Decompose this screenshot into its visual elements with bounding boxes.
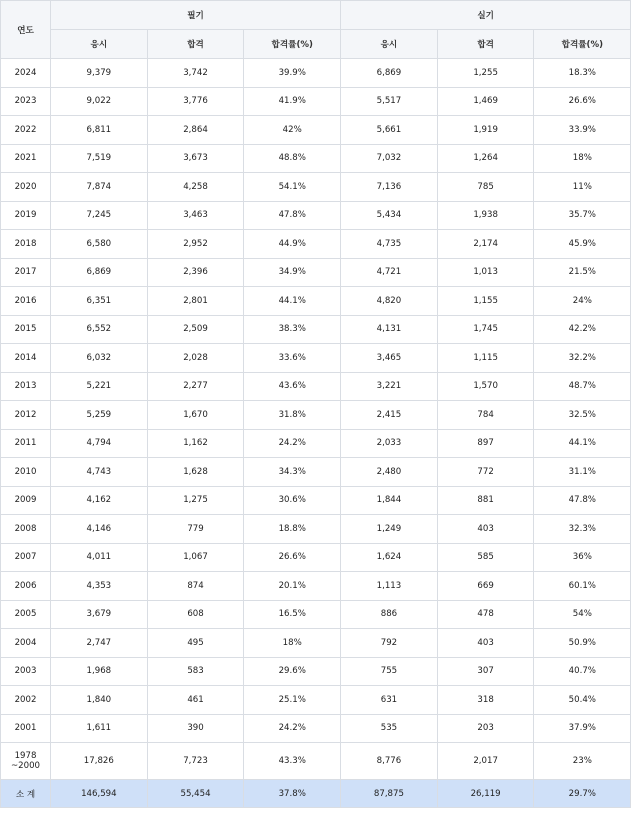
table-row	[1, 59, 631, 88]
year-cell: 2013	[1, 372, 51, 401]
written-passed-cell: 3,673	[147, 144, 244, 173]
practical-passed-cell: 1,013	[437, 258, 534, 287]
written-rate-cell: 38.3%	[244, 315, 341, 344]
practical-rate-cell: 36%	[534, 543, 631, 572]
written-rate-cell: 18.8%	[244, 515, 341, 544]
year-cell: 2012	[1, 401, 51, 430]
written-applicants-cell: 1,840	[51, 686, 148, 715]
table-row	[1, 230, 631, 259]
total-row	[1, 780, 631, 808]
practical-rate-cell: 54%	[534, 600, 631, 629]
written-applicants-cell: 7,245	[51, 201, 148, 230]
table-row	[1, 629, 631, 658]
practical-applicants-cell: 2,033	[341, 429, 438, 458]
written-applicants-cell: 2,747	[51, 629, 148, 658]
practical-rate-cell: 47.8%	[534, 486, 631, 515]
year-cell: 2019	[1, 201, 51, 230]
practical-rate-cell: 35.7%	[534, 201, 631, 230]
practical-applicants-cell: 886	[341, 600, 438, 629]
practical-passed-cell: 307	[437, 657, 534, 686]
table-row	[1, 344, 631, 373]
practical-applicants-cell: 5,517	[341, 87, 438, 116]
practical-applicants-cell: 3,465	[341, 344, 438, 373]
written-passed-cell: 1,628	[147, 458, 244, 487]
practical-rate-cell: 31.1%	[534, 458, 631, 487]
practical-applicants-cell: 7,032	[341, 144, 438, 173]
practical-rate-cell: 60.1%	[534, 572, 631, 601]
year-cell: 2015	[1, 315, 51, 344]
practical-passed-cell: 1,255	[437, 59, 534, 88]
table-body	[1, 59, 631, 780]
practical-rate-cell: 37.9%	[534, 714, 631, 743]
written-rate-cell: 16.5%	[244, 600, 341, 629]
practical-passed-cell: 478	[437, 600, 534, 629]
written-passed-cell: 3,742	[147, 59, 244, 88]
table-row	[1, 173, 631, 202]
written-applicants-cell: 5,221	[51, 372, 148, 401]
year-cell: 2008	[1, 515, 51, 544]
written-rate-cell: 43.6%	[244, 372, 341, 401]
practical-passed-cell: 784	[437, 401, 534, 430]
written-applicants-cell: 3,679	[51, 600, 148, 629]
written-rate-cell: 33.6%	[244, 344, 341, 373]
practical-passed-cell: 403	[437, 515, 534, 544]
written-rate-cell: 25.1%	[244, 686, 341, 715]
practical-rate-cell: 40.7%	[534, 657, 631, 686]
year-cell: 2001	[1, 714, 51, 743]
written-passed-cell: 7,723	[147, 743, 244, 780]
year-cell: 2014	[1, 344, 51, 373]
written-passed-cell: 495	[147, 629, 244, 658]
practical-passed-cell: 1,938	[437, 201, 534, 230]
total-written-applicants: 146,594	[51, 780, 148, 808]
written-rate-cell: 44.9%	[244, 230, 341, 259]
written-applicants-cell: 4,011	[51, 543, 148, 572]
table-row	[1, 486, 631, 515]
practical-rate-cell: 11%	[534, 173, 631, 202]
written-rate-cell: 34.3%	[244, 458, 341, 487]
written-passed-cell: 2,864	[147, 116, 244, 145]
practical-applicants-cell: 6,869	[341, 59, 438, 88]
written-rate-cell: 24.2%	[244, 714, 341, 743]
practical-applicants-cell: 1,113	[341, 572, 438, 601]
written-rate-cell: 24.2%	[244, 429, 341, 458]
practical-applicants-cell: 535	[341, 714, 438, 743]
table-row	[1, 686, 631, 715]
practical-header: 실기	[341, 1, 631, 30]
year-cell: 2024	[1, 59, 51, 88]
practical-applicants-cell: 3,221	[341, 372, 438, 401]
practical-passed-cell: 2,017	[437, 743, 534, 780]
written-passed-cell: 1,670	[147, 401, 244, 430]
table-row	[1, 287, 631, 316]
written-passed-cell: 3,463	[147, 201, 244, 230]
written-rate-cell: 42%	[244, 116, 341, 145]
table-row	[1, 543, 631, 572]
table-row	[1, 572, 631, 601]
practical-rate-cell: 18.3%	[534, 59, 631, 88]
year-cell: 2002	[1, 686, 51, 715]
written-rate-header: 합격률(%)	[244, 30, 341, 59]
practical-passed-cell: 403	[437, 629, 534, 658]
written-rate-cell: 26.6%	[244, 543, 341, 572]
written-passed-cell: 779	[147, 515, 244, 544]
table-row	[1, 201, 631, 230]
practical-passed-cell: 1,115	[437, 344, 534, 373]
written-applicants-cell: 9,022	[51, 87, 148, 116]
written-applicants-cell: 6,811	[51, 116, 148, 145]
table-row	[1, 372, 631, 401]
table-row	[1, 401, 631, 430]
written-rate-cell: 47.8%	[244, 201, 341, 230]
practical-passed-cell: 318	[437, 686, 534, 715]
written-applicants-cell: 7,874	[51, 173, 148, 202]
written-applicants-cell: 5,259	[51, 401, 148, 430]
practical-passed-cell: 785	[437, 173, 534, 202]
practical-rate-cell: 21.5%	[534, 258, 631, 287]
practical-rate-cell: 50.9%	[534, 629, 631, 658]
practical-rate-cell: 18%	[534, 144, 631, 173]
practical-applicants-cell: 2,480	[341, 458, 438, 487]
practical-applicants-cell: 755	[341, 657, 438, 686]
written-rate-cell: 43.3%	[244, 743, 341, 780]
written-header: 필기	[51, 1, 341, 30]
practical-applicants-cell: 792	[341, 629, 438, 658]
practical-applicants-cell: 5,661	[341, 116, 438, 145]
practical-rate-cell: 32.2%	[534, 344, 631, 373]
practical-applicants-cell: 4,131	[341, 315, 438, 344]
written-applicants-cell: 4,146	[51, 515, 148, 544]
table-row	[1, 144, 631, 173]
practical-applicants-cell: 631	[341, 686, 438, 715]
written-rate-cell: 34.9%	[244, 258, 341, 287]
written-rate-cell: 48.8%	[244, 144, 341, 173]
table-row	[1, 515, 631, 544]
practical-applicants-cell: 4,820	[341, 287, 438, 316]
written-rate-cell: 54.1%	[244, 173, 341, 202]
year-header: 연도	[1, 1, 51, 59]
written-passed-cell: 2,277	[147, 372, 244, 401]
practical-passed-cell: 203	[437, 714, 534, 743]
practical-passed-header: 합격	[437, 30, 534, 59]
practical-rate-cell: 48.7%	[534, 372, 631, 401]
written-rate-cell: 29.6%	[244, 657, 341, 686]
year-cell: 2017	[1, 258, 51, 287]
practical-applicants-cell: 1,249	[341, 515, 438, 544]
practical-rate-cell: 42.2%	[534, 315, 631, 344]
practical-rate-cell: 32.3%	[534, 515, 631, 544]
written-passed-cell: 1,275	[147, 486, 244, 515]
year-cell: 2011	[1, 429, 51, 458]
written-rate-cell: 44.1%	[244, 287, 341, 316]
written-applicants-cell: 6,032	[51, 344, 148, 373]
practical-rate-cell: 24%	[534, 287, 631, 316]
written-applicants-cell: 7,519	[51, 144, 148, 173]
written-applicants-cell: 1,611	[51, 714, 148, 743]
written-rate-cell: 20.1%	[244, 572, 341, 601]
year-cell: 2023	[1, 87, 51, 116]
practical-applicants-cell: 5,434	[341, 201, 438, 230]
year-cell: 2010	[1, 458, 51, 487]
practical-applicants-cell: 2,415	[341, 401, 438, 430]
written-applicants-cell: 4,794	[51, 429, 148, 458]
written-rate-cell: 30.6%	[244, 486, 341, 515]
year-cell: 2007	[1, 543, 51, 572]
practical-rate-cell: 23%	[534, 743, 631, 780]
total-practical-passed: 26,119	[437, 780, 534, 808]
practical-applicants-cell: 4,721	[341, 258, 438, 287]
year-cell: 2020	[1, 173, 51, 202]
year-cell: 2003	[1, 657, 51, 686]
table-row	[1, 657, 631, 686]
written-passed-cell: 390	[147, 714, 244, 743]
written-applicants-cell: 4,162	[51, 486, 148, 515]
practical-applicants-cell: 8,776	[341, 743, 438, 780]
year-cell: 2022	[1, 116, 51, 145]
written-applicants-cell: 6,580	[51, 230, 148, 259]
practical-passed-cell: 585	[437, 543, 534, 572]
written-applicants-cell: 4,353	[51, 572, 148, 601]
total-written-rate: 37.8%	[244, 780, 341, 808]
practical-passed-cell: 897	[437, 429, 534, 458]
table-row	[1, 714, 631, 743]
written-passed-cell: 583	[147, 657, 244, 686]
written-applicants-cell: 6,552	[51, 315, 148, 344]
written-passed-cell: 2,028	[147, 344, 244, 373]
practical-rate-cell: 32.5%	[534, 401, 631, 430]
written-applicants-cell: 1,968	[51, 657, 148, 686]
practical-applicants-cell: 7,136	[341, 173, 438, 202]
written-applicants-cell: 6,351	[51, 287, 148, 316]
written-applicants-header: 응시	[51, 30, 148, 59]
practical-applicants-cell: 1,624	[341, 543, 438, 572]
year-cell: 2016	[1, 287, 51, 316]
written-passed-cell: 2,801	[147, 287, 244, 316]
year-cell: 2004	[1, 629, 51, 658]
practical-applicants-header: 응시	[341, 30, 438, 59]
written-passed-cell: 608	[147, 600, 244, 629]
written-rate-cell: 41.9%	[244, 87, 341, 116]
practical-passed-cell: 1,570	[437, 372, 534, 401]
written-rate-cell: 18%	[244, 629, 341, 658]
written-passed-cell: 1,067	[147, 543, 244, 572]
written-passed-cell: 2,952	[147, 230, 244, 259]
written-rate-cell: 31.8%	[244, 401, 341, 430]
table-row	[1, 87, 631, 116]
year-cell: 2018	[1, 230, 51, 259]
table-row	[1, 458, 631, 487]
written-applicants-cell: 6,869	[51, 258, 148, 287]
table-row	[1, 600, 631, 629]
written-passed-cell: 2,396	[147, 258, 244, 287]
written-passed-cell: 3,776	[147, 87, 244, 116]
table-row	[1, 315, 631, 344]
table-row	[1, 258, 631, 287]
year-cell: 2009	[1, 486, 51, 515]
table-row	[1, 429, 631, 458]
practical-rate-cell: 44.1%	[534, 429, 631, 458]
practical-rate-header: 합격률(%)	[534, 30, 631, 59]
practical-passed-cell: 1,155	[437, 287, 534, 316]
year-cell: 2021	[1, 144, 51, 173]
total-label: 소 계	[1, 780, 51, 808]
practical-passed-cell: 1,469	[437, 87, 534, 116]
written-rate-cell: 39.9%	[244, 59, 341, 88]
written-passed-cell: 2,509	[147, 315, 244, 344]
practical-rate-cell: 33.9%	[534, 116, 631, 145]
practical-rate-cell: 50.4%	[534, 686, 631, 715]
written-applicants-cell: 17,826	[51, 743, 148, 780]
practical-applicants-cell: 4,735	[341, 230, 438, 259]
practical-applicants-cell: 1,844	[341, 486, 438, 515]
table-row	[1, 743, 631, 780]
year-cell: 2006	[1, 572, 51, 601]
total-written-passed: 55,454	[147, 780, 244, 808]
written-passed-header: 합격	[147, 30, 244, 59]
practical-passed-cell: 772	[437, 458, 534, 487]
written-passed-cell: 1,162	[147, 429, 244, 458]
total-practical-applicants: 87,875	[341, 780, 438, 808]
total-practical-rate: 29.7%	[534, 780, 631, 808]
written-passed-cell: 4,258	[147, 173, 244, 202]
written-applicants-cell: 4,743	[51, 458, 148, 487]
written-passed-cell: 461	[147, 686, 244, 715]
practical-passed-cell: 1,264	[437, 144, 534, 173]
year-cell: 2005	[1, 600, 51, 629]
written-passed-cell: 874	[147, 572, 244, 601]
table-row	[1, 116, 631, 145]
year-cell: 1978 ~2000	[1, 743, 51, 780]
practical-passed-cell: 1,745	[437, 315, 534, 344]
practical-passed-cell: 881	[437, 486, 534, 515]
practical-passed-cell: 669	[437, 572, 534, 601]
written-applicants-cell: 9,379	[51, 59, 148, 88]
practical-passed-cell: 2,174	[437, 230, 534, 259]
practical-passed-cell: 1,919	[437, 116, 534, 145]
practical-rate-cell: 26.6%	[534, 87, 631, 116]
practical-rate-cell: 45.9%	[534, 230, 631, 259]
